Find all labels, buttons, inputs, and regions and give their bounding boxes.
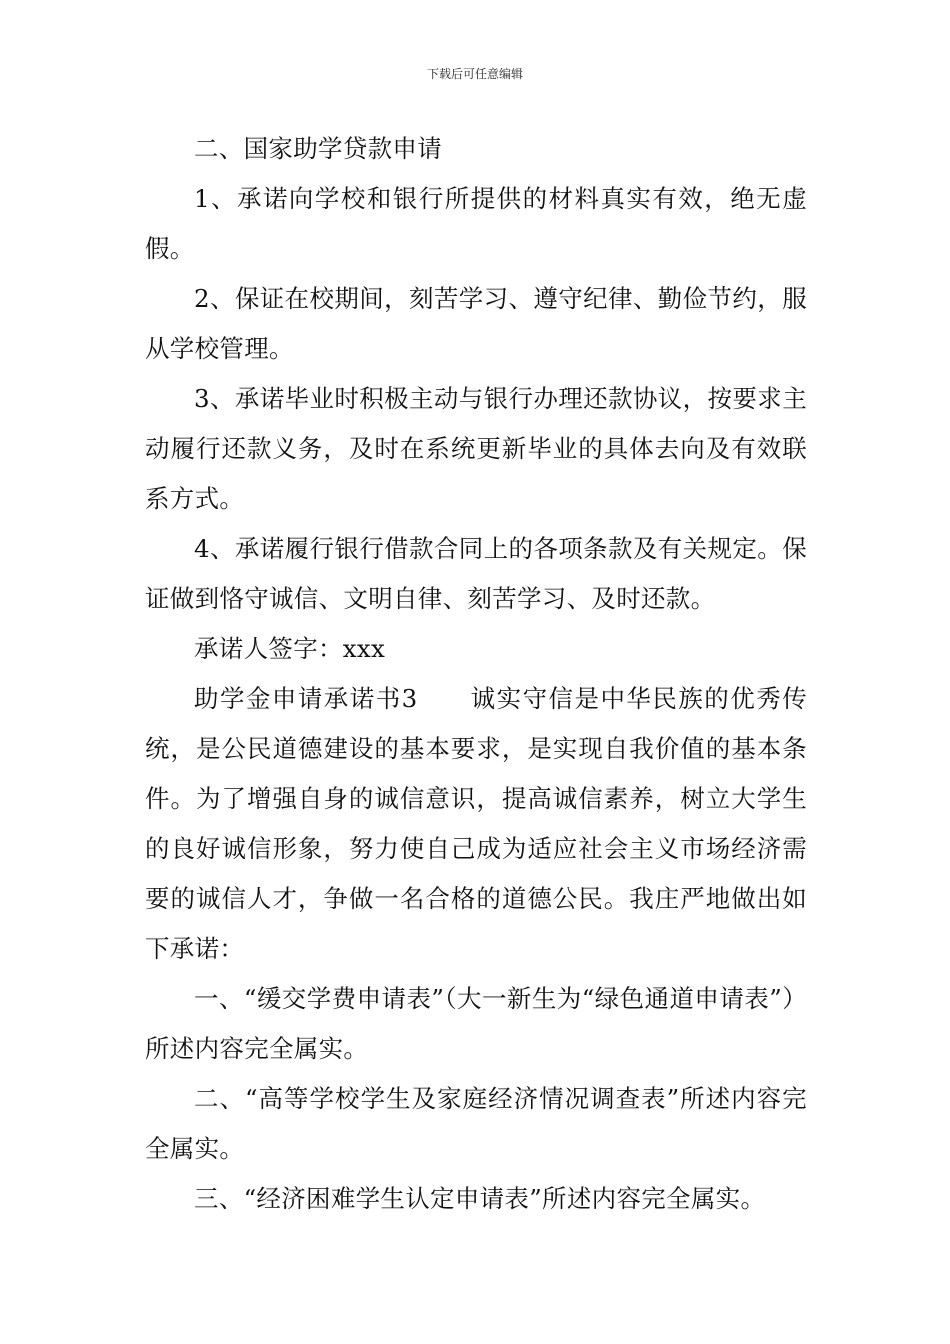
signature-line: 承诺人签字：xxx — [194, 634, 386, 663]
paragraph: 1、承诺向学校和银行所提供的材料真实有效，绝无虚假。 — [145, 184, 807, 263]
paragraph: 一、“缓交学费申请表”（大一新生为“绿色通道申请表”）所述内容完全属实。 — [145, 984, 807, 1063]
paragraph: 2、保证在校期间，刻苦学习、遵守纪律、勤俭节约，服从学校管理。 — [145, 284, 807, 363]
document-body — [145, 124, 807, 1224]
paragraph: 助学金申请承诺书3 诚实守信是中华民族的优秀传统，是公民道德建设的基本要求，是实现自我价值的基本条件。为了增强自身的诚信意识，提高诚信素养，树立大学生的良好诚信形象，努力使自己成为适应社会主义市场经济需要的诚信人才，争做一名合格的道德公民。我庄严地做出如下承诺： — [145, 684, 807, 963]
paragraph: 3、承诺毕业时积极主动与银行办理还款协议，按要求主动履行还款义务，及时在系统更新毕业的具体去向及有效联系方式。 — [145, 384, 807, 513]
paragraph: 4、承诺履行银行借款合同上的各项条款及有关规定。保证做到恪守诚信、文明自律、刻苦学习、及时还款。 — [145, 534, 807, 613]
section-heading: 二、国家助学贷款申请 — [194, 134, 442, 163]
paragraph: 二、“高等学校学生及家庭经济情况调查表”所述内容完全属实。 — [145, 1084, 807, 1163]
page-header: 下载后可任意编辑 — [426, 67, 523, 81]
paragraph: 三、“经济困难学生认定申请表”所述内容完全属实。 — [194, 1184, 766, 1213]
